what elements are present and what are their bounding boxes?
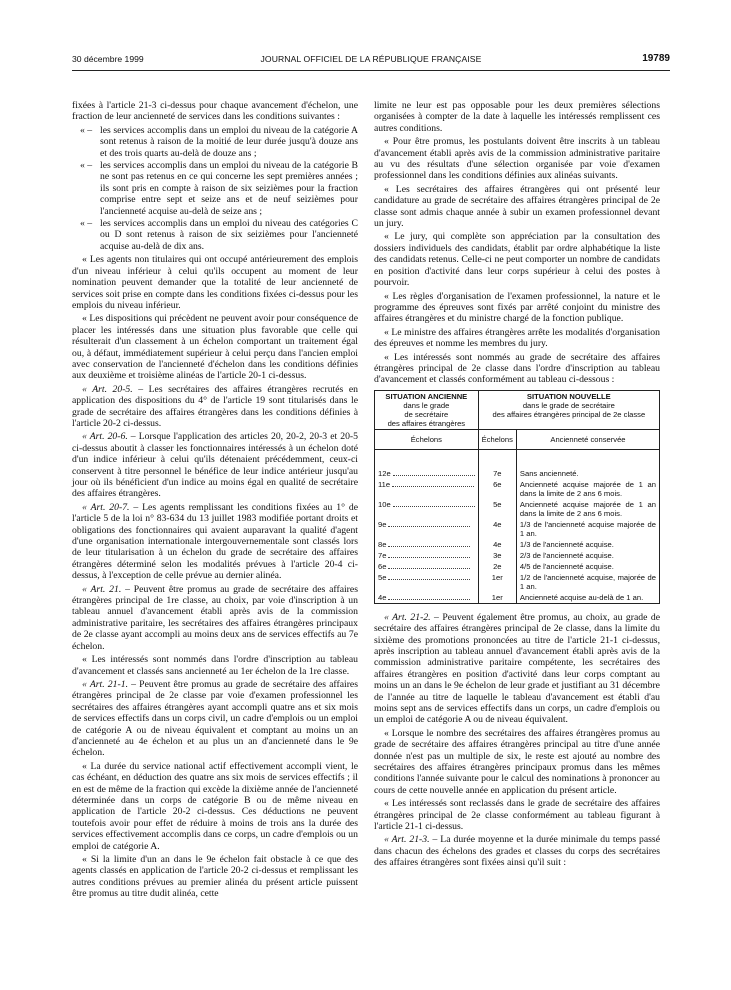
new-echelon-cell: 4e [478, 539, 516, 550]
old-echelon-cell: 8e [375, 539, 479, 550]
old-echelons-header: Échelons [375, 429, 479, 449]
anciennete-cell: Ancienneté acquise majorée de 1 an dans la limite de 2 ans 6 mois. [516, 499, 659, 519]
new-situation-header: SITUATION NOUVELLE dans le grade de secrétaire des affaires étrangères principal de 2e classe [478, 390, 659, 429]
anciennete-cell: 4/5 de l'ancienneté acquise. [516, 561, 659, 572]
new-echelon-cell: 3e [478, 550, 516, 561]
anciennete-cell: 1/3 de l'ancienneté acquise. [516, 539, 659, 550]
classement-table [374, 390, 660, 604]
anciennete-cell: 1/2 de l'ancienneté acquise, majorée de 1 an. [516, 572, 659, 592]
paragraph: « Lorsque le nombre des secrétaires des affaires étrangères promus au grade de secrétaire des affaires étrangères principal au titre d'une année donnée n'est pas un multiple de six, le reste est ajouté au nombre des secrétaires des affaires étrangères principaux promus dans les mêmes conditions l'année suivante pour le calcul des nominations à prononcer au cours de cette nouvelle année en application du présent article. [374, 727, 660, 796]
page-number: 19789 [642, 53, 670, 64]
paragraph: « Si la limite d'un an dans le 9e échelon fait obstacle à ce que des agents classés en application de l'article 20-2 ci-dessus et remplissant les autres conditions prévues au premier alinéa du présent article puissent être promus au titre dudit alinéa, cette [72, 854, 358, 900]
right-column [374, 100, 660, 871]
table-row [375, 572, 660, 592]
old-echelon-cell: 6e [375, 561, 479, 572]
table-row [375, 539, 660, 550]
list-item: « – les services accomplis dans un emploi du niveau des catégories C ou D sont retenus à raison de six seizièmes pour l'ancienneté acquise au-delà de dix ans. [80, 218, 358, 252]
table-row [375, 468, 660, 479]
anciennete-cell: Ancienneté acquise au-delà de 1 an. [516, 592, 659, 604]
anciennete-cell: Sans ancienneté. [516, 468, 659, 479]
old-echelon-cell: 5e [375, 572, 479, 592]
article-20-7: « Art. 20-7. – Les agents remplissant les conditions fixées au 1° de l'article 5 de la loi n° 83-634 du 13 juillet 1983 modifiée portant droits et obligations des fonctionnaires qui avaient auparavant la qualité d'agent d'une organisation internationale intergouvernementale sont classés lors de leur titularisation à un échelon du grade de secrétaire des affaires étrangères déterminé selon les modalités prévues à l'article 20-4 ci-dessus, à l'exception de celle prévue au dernier alinéa. [72, 501, 358, 582]
old-echelon-cell: 7e [375, 550, 479, 561]
anciennete-cell: Ancienneté acquise majorée de 1 an dans la limite de 2 ans 6 mois. [516, 479, 659, 499]
article-21-1: « Art. 21-1. – Peuvent être promus au grade de secrétaire des affaires étrangères principal de 2e classe par voie d'examen professionnel les secrétaires des affaires étrangères ayant accompli quatre ans et six mois de services effectifs dans un corps civil, un cadre d'emplois ou un emploi de catégorie A ou de niveau équivalent et comptant au moins un an d'ancienneté au 4e échelon et au plus un an d'ancienneté dans le 9e échelon. [72, 678, 358, 759]
table-row [375, 499, 660, 519]
old-echelon-cell: 11e [375, 479, 479, 499]
table-row [375, 550, 660, 561]
paragraph: « Les agents non titulaires qui ont occupé antérieurement des emplois d'un niveau inférieur à celui qu'ils occupent au moment de leur nomination peuvent demander que la totalité de leur ancienneté de services soit prise en compte dans les conditions fixées ci-dessus pour les emplois du niveau inférieur. [72, 254, 358, 311]
new-echelon-cell: 1er [478, 592, 516, 604]
old-situation-header: SITUATION ANCIENNE dans le grade de secrétaire des affaires étrangères [375, 390, 479, 429]
article-21-3: « Art. 21-3. – La durée moyenne et la durée minimale du temps passé dans chacun des échelons des grades et classes du corps des secrétaires des affaires étrangères sont fixées ainsi qu'il suit : [374, 834, 660, 869]
article-20-6: « Art. 20-6. – Lorsque l'application des articles 20, 20-2, 20-3 et 20-5 ci-dessus aboutit à classer les fonctionnaires intéressés à un échelon doté d'un indice inférieur à celui qu'ils détenaient précédemment, ceux-ci conservent à titre personnel le bénéfice de leur indice antérieur jusqu'au jour où ils bénéficient d'un indice au moins égal en qualité de secrétaire des affaires étrangères. [72, 431, 358, 500]
paragraph: « Le jury, qui complète son appréciation par la consultation des dossiers individuels des candidats, établit par ordre alphabétique la liste des candidats retenus. Celle-ci ne peut comporter un nombre de candidats en position d'activité dans leur corps supérieur à celui des postes à pourvoir. [374, 231, 660, 289]
anciennete-header: Ancienneté conservée [516, 429, 659, 449]
anciennete-cell: 2/3 de l'ancienneté acquise. [516, 550, 659, 561]
header-date: 30 décembre 1999 [72, 54, 144, 64]
header-rule [72, 70, 670, 71]
table-row [375, 561, 660, 572]
paragraph: « Les intéressés sont reclassés dans le grade de secrétaire des affaires étrangères principal de 2e classe conformément au tableau figurant à l'article 21-1 ci-dessus. [374, 798, 660, 833]
journal-title: JOURNAL OFFICIEL DE LA RÉPUBLIQUE FRANÇAISE [260, 54, 482, 64]
old-echelon-cell: 12e [375, 468, 479, 479]
anciennete-cell: 1/3 de l'ancienneté acquise majorée de 1 an. [516, 519, 659, 539]
old-echelon-cell: 9e [375, 519, 479, 539]
new-echelon-cell: 4e [478, 519, 516, 539]
conditions-list [72, 125, 358, 252]
left-column [72, 100, 358, 902]
table-row [375, 519, 660, 539]
paragraph: « Les règles d'organisation de l'examen professionnel, la nature et le programme des épreuves sont fixés par arrêté conjoint du ministre des affaires étrangères et du ministre chargé de la fonction publique. [374, 290, 660, 325]
new-echelon-cell: 1er [478, 572, 516, 592]
paragraph: fixées à l'article 21-3 ci-dessus pour chaque avancement d'échelon, une fraction de leur ancienneté de services dans les conditions suivantes : [72, 100, 358, 123]
new-echelon-cell: 6e [478, 479, 516, 499]
paragraph: « La durée du service national actif effectivement accompli vient, le cas échéant, en déduction des quatre ans six mois de services effectifs ; il en est de même de la fraction qui excède la dixième année de l'ancienneté déterminée dans un corps de catégorie B ou de même niveau en application de l'article 20-2 ci-dessus. Ces déductions ne peuvent toutefois avoir pour effet de réduire à moins de trois ans la durée des services effectivement accomplis dans ce corps, un cadre d'emplois ou un emploi de catégorie A. [72, 760, 358, 852]
paragraph: « Les intéressés sont nommés au grade de secrétaire des affaires étrangères principal de 2e classe dans l'ordre d'inscription au tableau d'avancement et classés conformément au tableau ci-dessous : [374, 351, 660, 386]
new-echelon-cell: 2e [478, 561, 516, 572]
paragraph: « Pour être promus, les postulants doivent être inscrits à un tableau d'avancement établi après avis de la commission administrative paritaire au vu des résultats d'une sélection organisée par voie d'examen professionnel dans les conditions définies aux alinéas suivants. [374, 136, 660, 182]
paragraph: « Le ministre des affaires étrangères arrête les modalités d'organisation des épreuves et nomme les membres du jury. [374, 326, 660, 350]
list-item: « – les services accomplis dans un emploi du niveau de la catégorie B ne sont pas retenus en ce qui concerne les sept premières années ; ils sont pris en compte à raison de six seizièmes pour la fraction comprise entre sept et seize ans et de neuf seizièmes pour l'ancienneté acquise au-delà de seize ans ; [80, 160, 358, 217]
new-echelons-header: Échelons [478, 429, 516, 449]
article-21: « Art. 21. – Peuvent être promus au grade de secrétaire des affaires étrangères principal de 1re classe, au choix, par voie d'inscription à un tableau annuel d'avancement établi après avis de la commission administrative paritaire, les secrétaires des affaires étrangères principaux de 2e classe ayant accompli au moins deux ans de services effectifs au 7e échelon. [72, 583, 358, 652]
article-21-2: « Art. 21-2. – Peuvent également être promus, au choix, au grade de secrétaire des affaires étrangères principal de 2e classe, dans la limite du sixième des promotions prononcées au titre de l'article 21-1 ci-dessus, après inscription au tableau annuel d'avancement établi après avis de la commission administrative paritaire compétente, les secrétaires des affaires étrangères en position d'activité dans leur corps comptant au moins un an dans le 9e échelon de leur grade et justifiant au 31 décembre de l'année au titre de laquelle le tableau d'avancement est établi d'au moins sept ans de services effectifs dans un corps, un cadre d'emplois ou un emploi de catégorie A ou de niveau équivalent. [374, 611, 661, 726]
paragraph: « Les dispositions qui précèdent ne peuvent avoir pour conséquence de placer les intéressés dans une situation plus favorable que celle qui résulterait d'un classement à un échelon comportant un traitement égal ou, à défaut, immédiatement supérieur à celui perçu dans l'ancien emploi avec conservation de l'ancienneté d'échelon dans les conditions définies aux deuxième et troisième alinéas de l'article 20-1 ci-dessus. [72, 313, 358, 382]
table-body [375, 449, 660, 603]
old-echelon-cell: 4e [375, 592, 479, 604]
paragraph: « Les secrétaires des affaires étrangères qui ont présenté leur candidature au grade de secrétaire des affaires étrangères principal de 2e classe sont admis chaque année à subir un examen professionnel devant un jury. [374, 183, 660, 230]
page-header [72, 52, 670, 68]
old-echelon-cell: 10e [375, 499, 479, 519]
table-row [375, 479, 660, 499]
paragraph: « Les intéressés sont nommés dans l'ordre d'inscription au tableau d'avancement et classés sans ancienneté au 1er échelon de la 1re classe. [72, 654, 358, 677]
table-row [375, 592, 660, 604]
new-echelon-cell: 7e [478, 468, 516, 479]
list-item: « – les services accomplis dans un emploi du niveau de la catégorie A sont retenus à raison de la moitié de leur durée jusqu'à douze ans et des trois quarts au-delà de douze ans ; [80, 124, 358, 159]
paragraph: limite ne leur est pas opposable pour les deux premières sélections organisées à compter de la date à laquelle les intéressés remplissent ces autres conditions. [374, 100, 660, 134]
new-echelon-cell: 5e [478, 499, 516, 519]
article-20-5: « Art. 20-5. – Les secrétaires des affaires étrangères recrutés en application des dispositions du 4° de l'article 19 sont titularisés dans le grade de secrétaire des affaires étrangères dans les conditions définies à l'article 20-2 ci-dessus. [72, 383, 358, 429]
